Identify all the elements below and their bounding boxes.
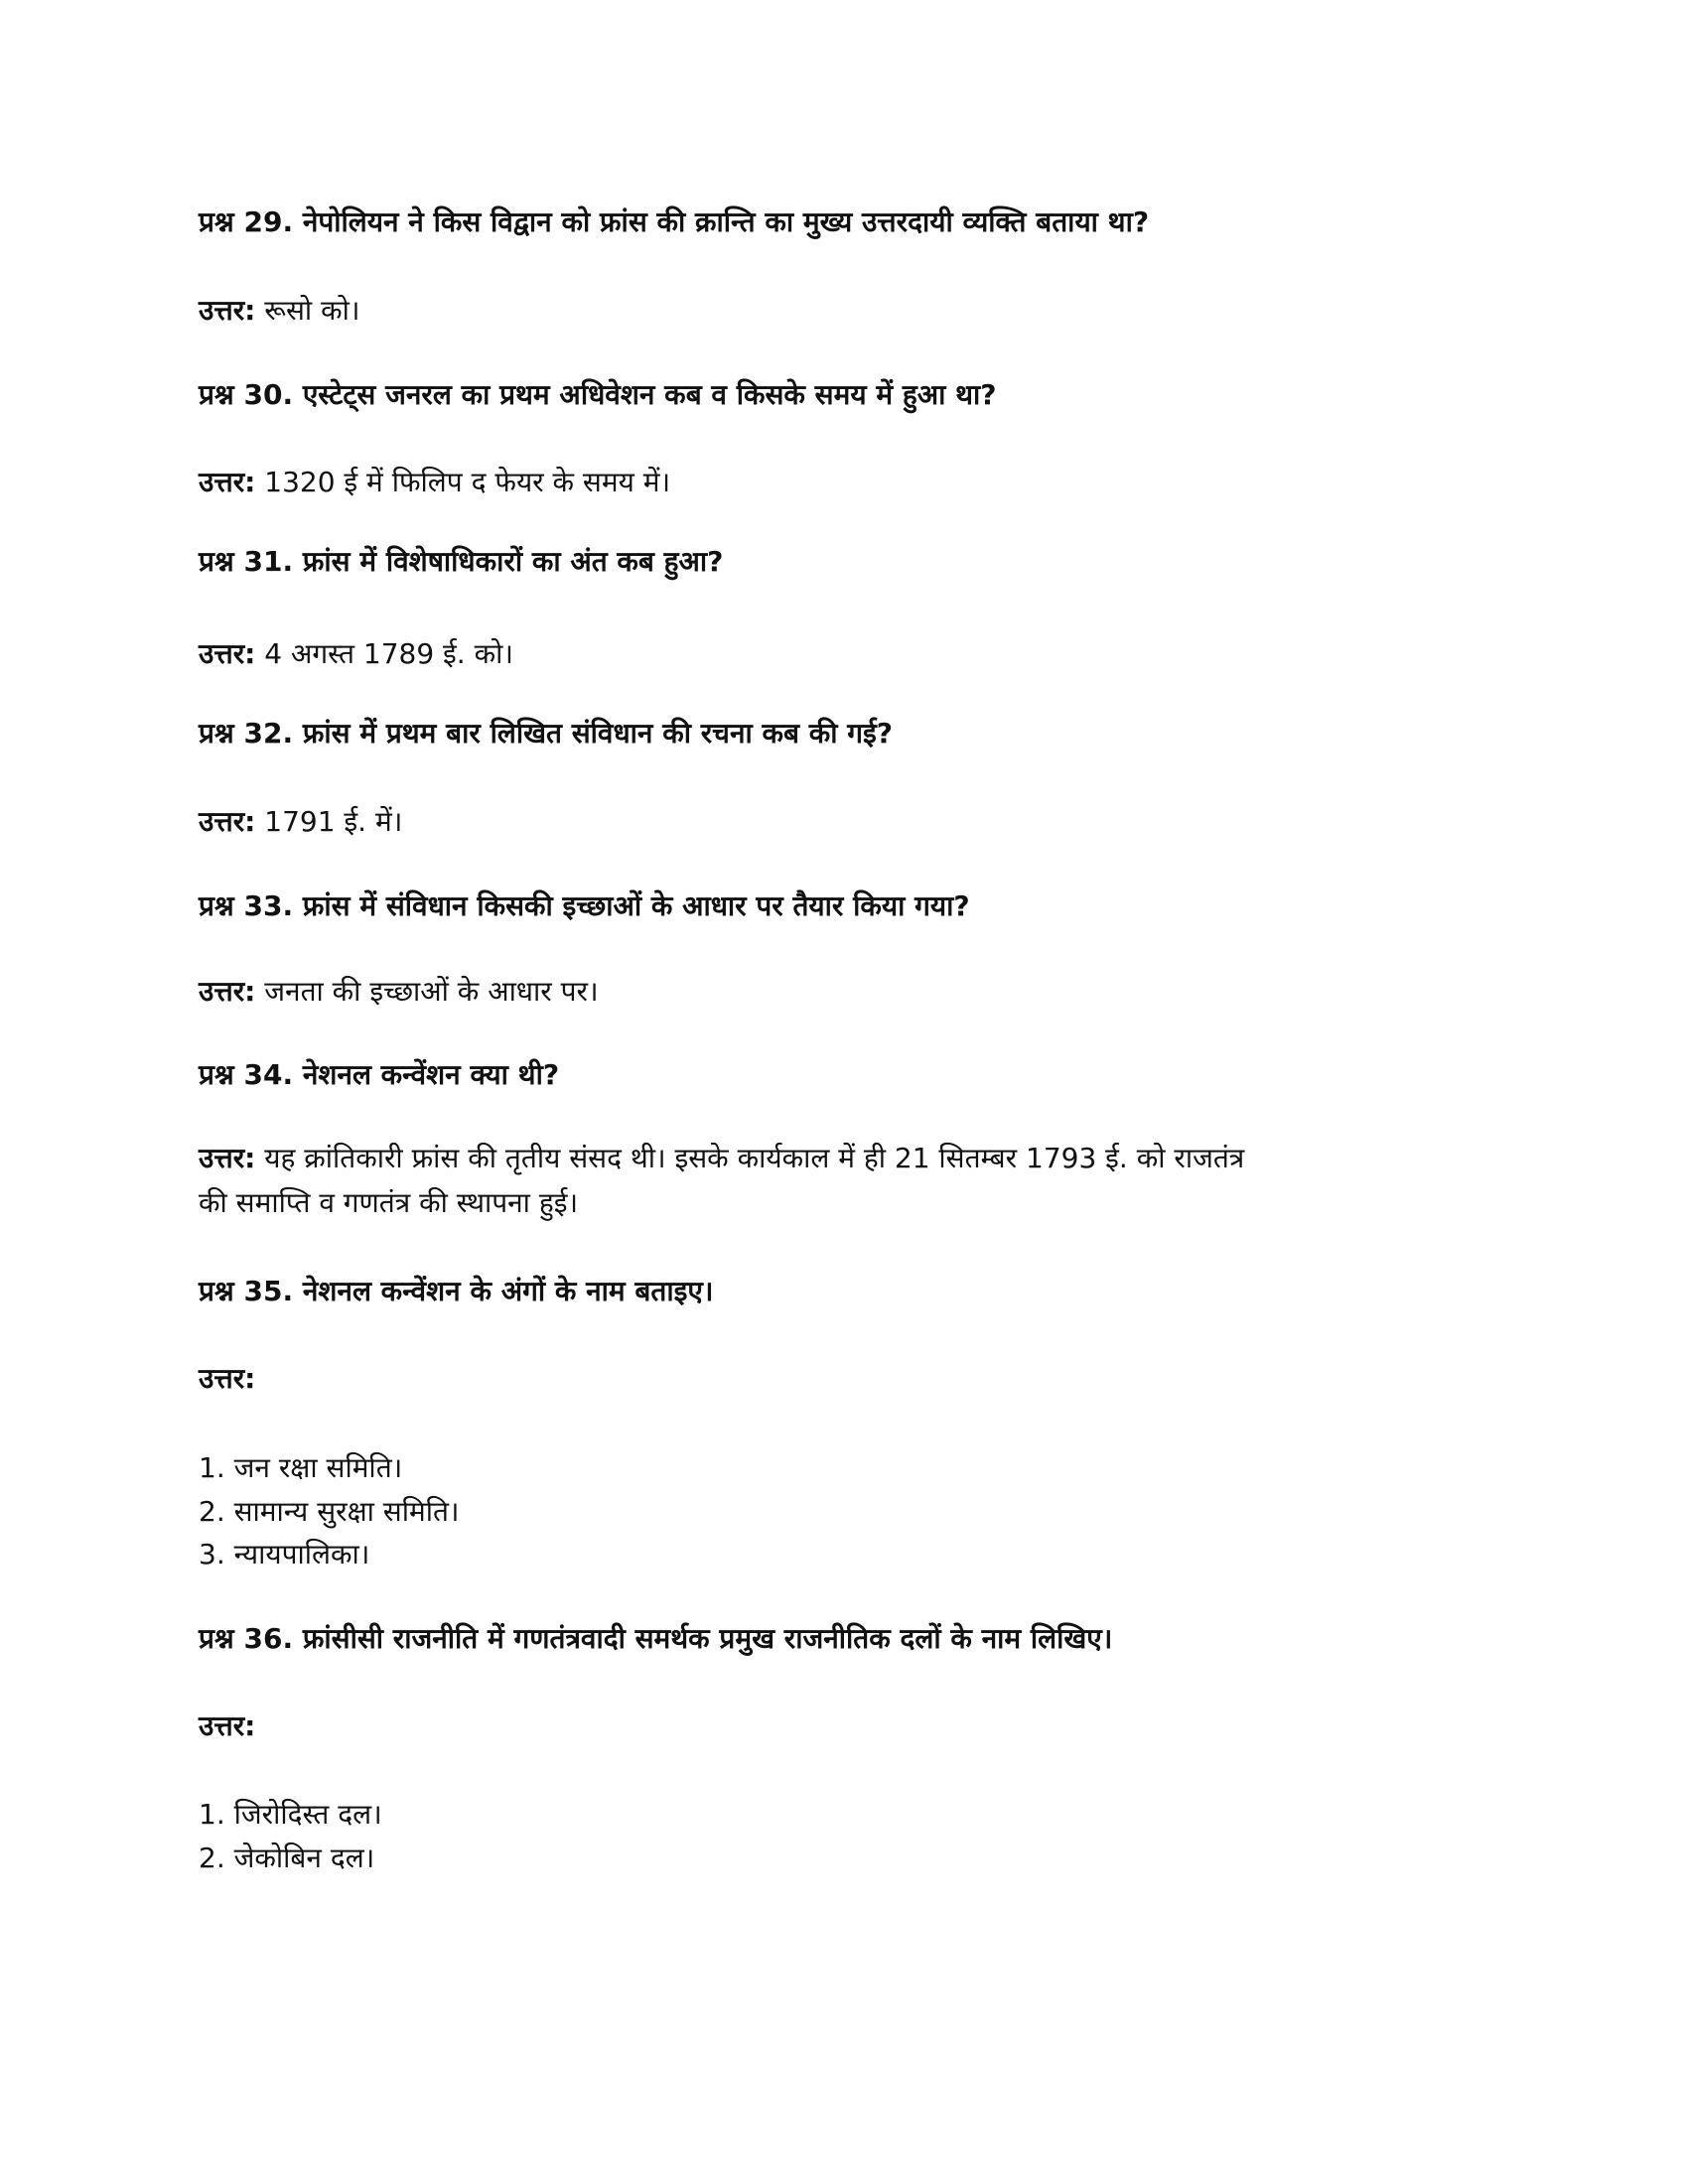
answer-label: उत्तर: [199,637,256,670]
question-36 [199,1617,1489,1661]
list-item: 3. न्यायपालिका। [199,1538,370,1570]
answer-label: उत्तर: [199,1709,256,1742]
question-number: प्रश्न 35. [199,1275,294,1307]
question-number: प्रश्न 33. [199,889,294,922]
question-number: प्रश्न 36. [199,1622,294,1655]
question-29 [199,201,1489,244]
question-32 [199,712,1489,755]
question-number: प्रश्न 31. [199,545,294,578]
question-30 [199,373,1489,417]
answer-29 [199,289,1489,333]
question-text: फ्रांसीसी राजनीति में गणतंत्रवादी समर्थक प्रमुख राजनीतिक दलों के नाम लिखिए। [302,1622,1113,1655]
answer-35-list [199,1446,1489,1576]
answer-label: उत्तर: [199,1362,256,1395]
answer-label: उत्तर: [199,805,256,838]
answer-30 [199,461,1489,504]
question-number: प्रश्न 30. [199,378,294,411]
answer-label: उत्तर: [199,1142,256,1174]
answer-text: 1320 ई में फिलिप द फेयर के समय में। [264,466,671,498]
question-35 [199,1270,1489,1313]
question-text: नेशनल कन्वेंशन के अंगों के नाम बताइए। [302,1275,714,1307]
answer-text: 1791 ई. में। [264,805,403,838]
question-text: नेपोलियन ने किस विद्वान को फ्रांस की क्रान्ति का मुख्य उत्तरदायी व्यक्ति बताया था? [302,205,1150,238]
answer-34 [199,1136,1489,1225]
question-text: फ्रांस में प्रथम बार लिखित संविधान की रचना कब की गई? [302,717,893,750]
answer-32 [199,800,1489,844]
question-33 [199,885,1489,928]
answer-33 [199,970,1489,1014]
answer-36-list [199,1793,1489,1879]
answer-36 [199,1705,1489,1748]
question-number: प्रश्न 29. [199,205,294,238]
answer-text-line-1: यह क्रांतिकारी फ्रांस की तृतीय संसद थी। इसके कार्यकाल में ही 21 सितम्बर 1793 ई. को राजतंत्र [264,1142,1245,1174]
list-item: 2. जेकोबिन दल। [199,1841,375,1874]
question-number: प्रश्न 32. [199,717,294,750]
answer-label: उत्तर: [199,975,256,1008]
answer-label: उत्तर: [199,466,256,498]
answer-text: रूसो को। [264,294,360,327]
answer-label: उत्तर: [199,294,256,327]
question-34 [199,1053,1489,1097]
list-item: 1. जन रक्षा समिति। [199,1451,403,1484]
answer-text-line-2: की समाप्ति व गणतंत्र की स्थापना हुई। [199,1186,579,1219]
answer-31 [199,632,1489,676]
answer-text: जनता की इच्छाओं के आधार पर। [264,975,599,1008]
question-text: एस्टेट्स जनरल का प्रथम अधिवेशन कब व किसके समय में हुआ था? [302,378,997,411]
question-number: प्रश्न 34. [199,1058,294,1091]
question-text: फ्रांस में विशेषाधिकारों का अंत कब हुआ? [302,545,724,578]
list-item: 1. जिरोदिस्त दल। [199,1798,382,1831]
question-text: नेशनल कन्वेंशन क्या थी? [302,1058,560,1091]
list-item: 2. सामान्य सुरक्षा समिति। [199,1494,460,1528]
answer-text: 4 अगस्त 1789 ई. को। [264,637,513,670]
question-31 [199,540,1489,584]
answer-35 [199,1357,1489,1401]
question-text: फ्रांस में संविधान किसकी इच्छाओं के आधार पर तैयार किया गया? [302,889,970,922]
